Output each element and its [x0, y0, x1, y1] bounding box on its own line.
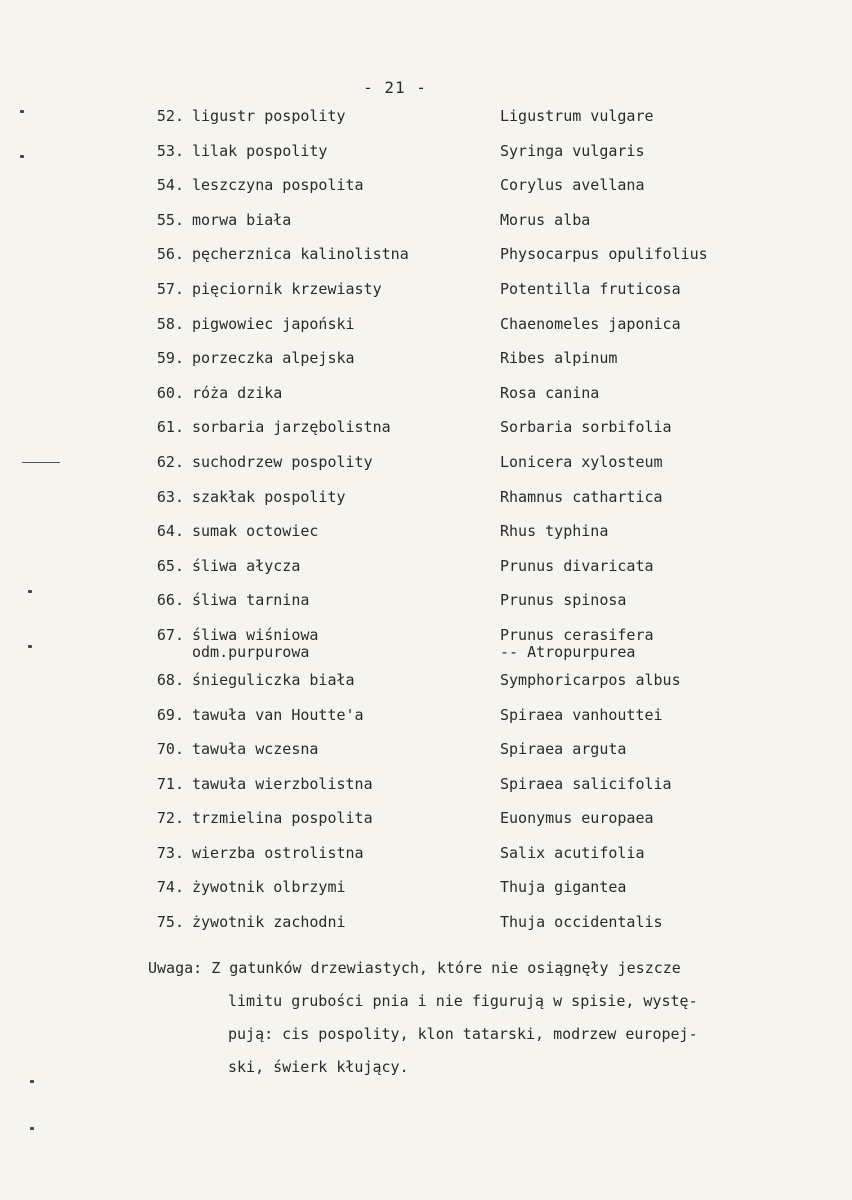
list-item [148, 701, 788, 736]
note-paragraph [148, 952, 788, 1084]
item-number: 52. [156, 107, 184, 125]
margin-speck [28, 645, 32, 648]
list-item [148, 137, 788, 172]
item-number: 60. [156, 383, 184, 402]
list-item [148, 483, 788, 518]
polish-name: tawuła van Houtte'a [192, 705, 364, 724]
latin-name: Spiraea salicifolia [500, 774, 672, 793]
latin-name [500, 625, 790, 662]
latin-name: Rosa canina [500, 383, 600, 402]
list-item [148, 586, 788, 621]
polish-name: tawuła wierzbolistna [192, 774, 373, 793]
list-item [148, 621, 788, 666]
polish-name: porzeczka alpejska [192, 349, 355, 368]
polish-name: pięciornik krzewiasty [192, 279, 382, 298]
item-number: 56. [156, 245, 184, 264]
latin-name: Syringa vulgaris [500, 141, 645, 160]
note-line-3: pują: cis pospolity, klon tatarski, modrzew europej- [228, 1025, 698, 1043]
species-list [148, 102, 788, 943]
list-item [148, 735, 788, 770]
item-number: 57. [156, 279, 184, 298]
item-number: 69. [156, 705, 184, 724]
polish-name: trzmielina pospolita [192, 809, 373, 828]
note-line-4: ski, świerk kłujący. [228, 1058, 409, 1076]
polish-name: ligustr pospolity [192, 107, 346, 125]
list-item [148, 448, 788, 483]
note-line-2: limitu grubości pnia i nie figurują w spisie, wystę- [228, 992, 698, 1010]
item-number: 66. [156, 591, 184, 610]
list-item [148, 379, 788, 414]
list-item [148, 240, 788, 275]
polish-name: pigwowiec japoński [192, 314, 355, 333]
item-number: 53. [156, 141, 184, 160]
margin-speck [20, 155, 24, 158]
list-item [148, 275, 788, 310]
polish-name: śliwa ałycza [192, 556, 301, 575]
latin-name: Euonymus europaea [500, 809, 654, 828]
list-item [148, 770, 788, 805]
item-number: 64. [156, 522, 184, 541]
latin-name: Prunus spinosa [500, 591, 627, 610]
item-number: 74. [156, 878, 184, 897]
item-number: 54. [156, 176, 184, 195]
latin-name: Symphoricarpos albus [500, 670, 681, 689]
latin-name: Salix acutifolia [500, 843, 645, 862]
latin-name: Potentilla fruticosa [500, 279, 681, 298]
latin-name: Corylus avellana [500, 176, 645, 195]
item-number: 59. [156, 349, 184, 368]
polish-name-line1: śliwa wiśniowa [192, 625, 319, 644]
list-item [148, 666, 788, 701]
item-number: 58. [156, 314, 184, 333]
item-number: 55. [156, 210, 184, 229]
list-item [148, 839, 788, 874]
latin-name: Physocarpus opulifolius [500, 245, 708, 264]
item-number: 67. [156, 625, 184, 644]
polish-name: szakłak pospolity [192, 487, 346, 506]
polish-name: tawuła wczesna [192, 740, 319, 759]
item-number: 70. [156, 740, 184, 759]
list-item [148, 310, 788, 345]
latin-name: Morus alba [500, 210, 591, 229]
latin-name: Rhus typhina [500, 522, 609, 541]
note-label: Uwaga: [148, 959, 203, 977]
item-number: 65. [156, 556, 184, 575]
list-item [148, 804, 788, 839]
polish-name: lilak pospolity [192, 141, 328, 160]
polish-name: leszczyna pospolita [192, 176, 364, 195]
polish-name: żywotnik olbrzymi [192, 878, 346, 897]
latin-name-line1: Prunus cerasifera [500, 625, 654, 644]
margin-speck [30, 1127, 34, 1130]
polish-name: sorbaria jarzębolistna [192, 418, 391, 437]
polish-name: morwa biała [192, 210, 292, 229]
page-number: - 21 - [363, 78, 427, 97]
polish-name-line2: odm.purpurowa [192, 642, 310, 661]
latin-name: Chaenomeles japonica [500, 314, 681, 333]
item-number: 73. [156, 843, 184, 862]
item-number: 62. [156, 452, 184, 471]
list-item [148, 206, 788, 241]
item-number: 71. [156, 774, 184, 793]
latin-name: Spiraea vanhouttei [500, 705, 663, 724]
list-item [148, 873, 788, 908]
latin-name: Prunus divaricata [500, 556, 654, 575]
latin-name: Ribes alpinum [500, 349, 618, 368]
list-item [148, 102, 788, 137]
list-item [148, 517, 788, 552]
polish-name: śnieguliczka biała [192, 670, 355, 689]
item-number: 75. [156, 913, 184, 932]
latin-name-line2: -- Atropurpurea [500, 642, 636, 661]
note-text-line1: Z gatunków drzewiastych, które nie osiągnęły jeszcze [211, 959, 681, 977]
item-number: 63. [156, 487, 184, 506]
polish-name: śliwa tarnina [192, 591, 310, 610]
latin-name: Thuja occidentalis [500, 913, 663, 932]
polish-name [192, 625, 492, 662]
list-item [148, 552, 788, 587]
polish-name: żywotnik zachodni [192, 913, 346, 932]
list-item [148, 171, 788, 206]
polish-name: róża dzika [192, 383, 283, 402]
polish-name: pęcherznica kalinolistna [192, 245, 409, 264]
latin-name: Rhamnus cathartica [500, 487, 663, 506]
latin-name: Thuja gigantea [500, 878, 627, 897]
note-line-1 [148, 952, 788, 985]
latin-name: Lonicera xylosteum [500, 452, 663, 471]
polish-name: wierzba ostrolistna [192, 843, 364, 862]
margin-speck [30, 1080, 34, 1083]
latin-name: Spiraea arguta [500, 740, 627, 759]
polish-name: sumak octowiec [192, 522, 319, 541]
list-item [148, 344, 788, 379]
polish-name: suchodrzew pospolity [192, 452, 373, 471]
latin-name: Ligustrum vulgare [500, 107, 654, 125]
list-item [148, 413, 788, 448]
margin-rule [22, 462, 60, 463]
item-number: 72. [156, 809, 184, 828]
latin-name: Sorbaria sorbifolia [500, 418, 672, 437]
margin-speck [28, 590, 32, 593]
list-item [148, 908, 788, 943]
item-number: 68. [156, 670, 184, 689]
margin-speck [20, 110, 24, 113]
item-number: 61. [156, 418, 184, 437]
